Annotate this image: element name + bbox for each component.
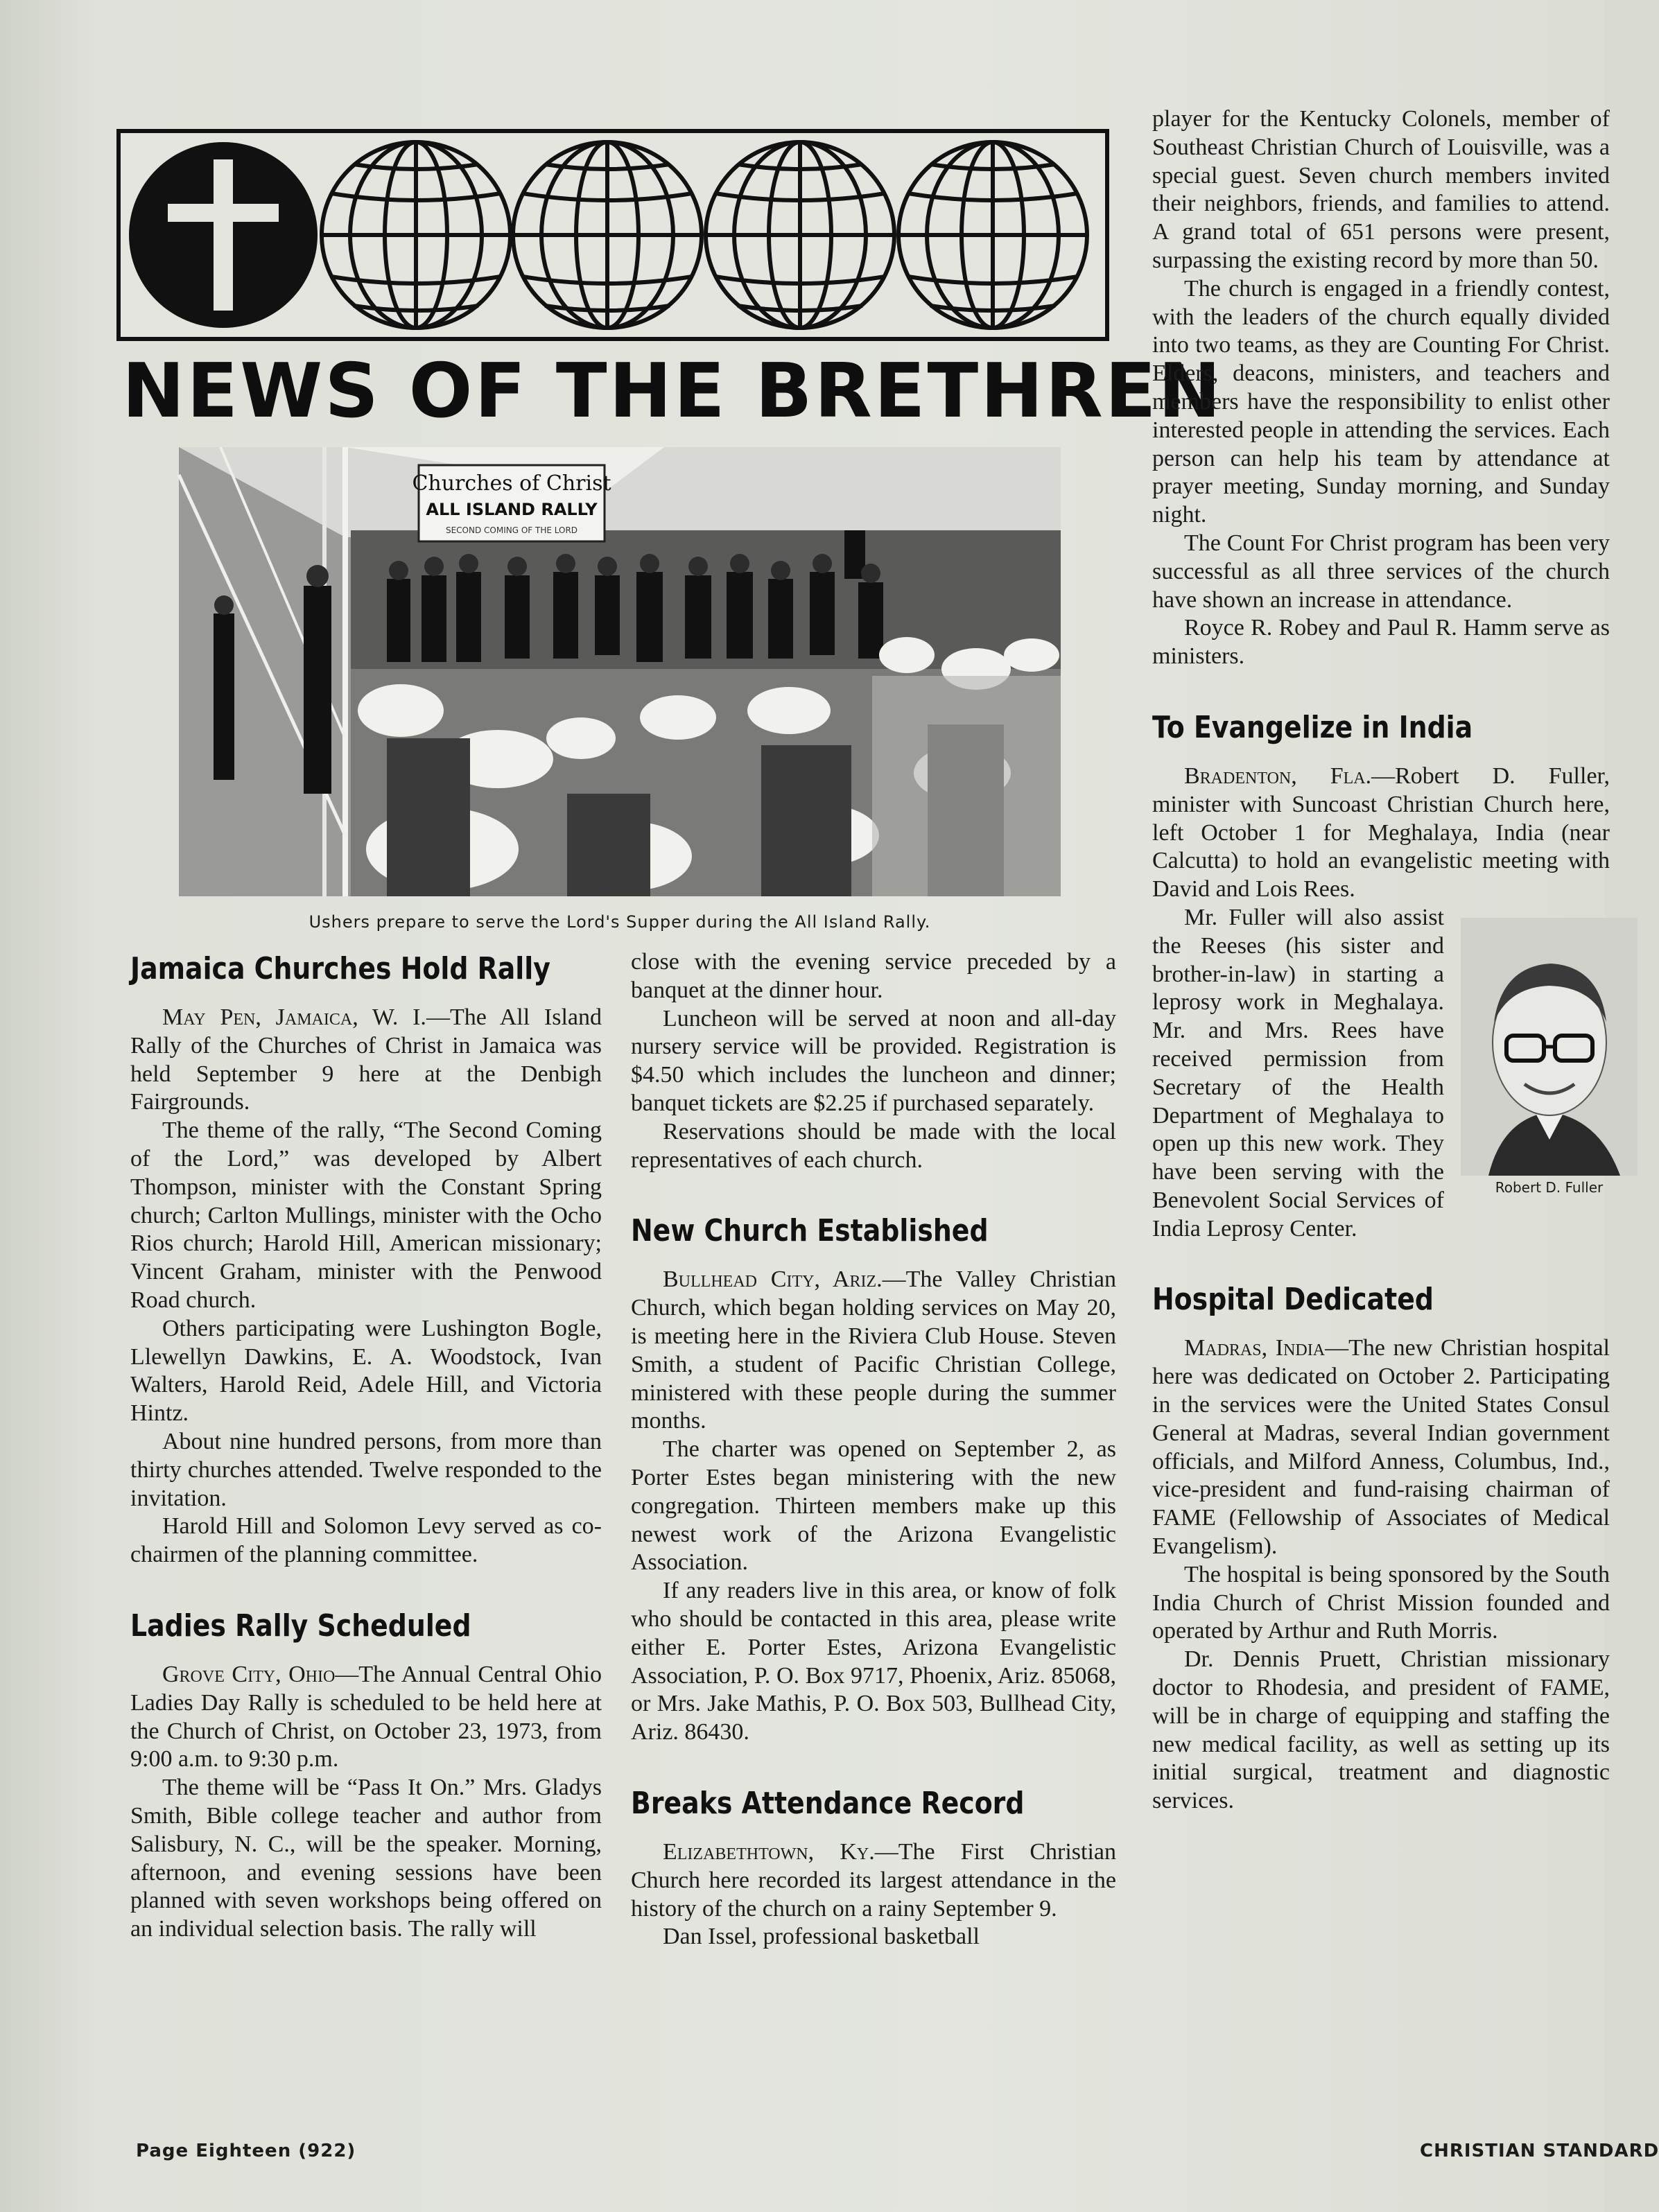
ladies-paragraph-1: Grove City, Ohio—The Annual Central Ohio Ladies Day Rally is scheduled to be held here at the Church of Christ, on October 23, 1973, from 9:00 a.m. to 9:30 p.m. xyxy=(130,1661,602,1773)
ladies-paragraph-3: close with the evening service preceded by a banquet at the dinner hour. xyxy=(631,949,1116,1003)
hospital-paragraph-3: Dr. Dennis Pruett, Christian missionary doctor to Rhodesia, and president of FAME, will be in charge of equipping and staffing the new medical facility, as well as setting up its initial surgical, treatment and diagnostic services. xyxy=(1152,1646,1610,1814)
fuller-portrait xyxy=(1461,918,1638,1195)
newchurch-headline: New Church Established xyxy=(631,1213,989,1249)
globe-row xyxy=(322,142,1087,328)
ladies-paragraph-4: Luncheon will be served at noon and all-day nursery service will be provided. Registration is $4.50 which includes the luncheon and dinner; banquet tickets are $2.25 if purchased separately. xyxy=(631,1005,1116,1116)
newchurch-paragraph-3: If any readers live in this area, or know of folk who should be contacted in this area, please write either E. Porter Estes, Arizona Evangelistic Association, P. O. Box 9717, Phoenix, Ariz. 85068, or Mrs. Jake Mathis, P. O. Box 503, Bullhead City, Ariz. 86430. xyxy=(631,1578,1116,1745)
attendance-paragraph-1: Elizabethtown, Ky.—The First Christian Church here recorded its largest attendance in the history of the church on a rainy September 9. xyxy=(631,1838,1116,1922)
page-number: Page Eighteen (922) xyxy=(136,2141,356,2161)
jamaica-paragraph-1: May Pen, Jamaica, W. I.—The All Island Rally of the Churches of Christ in Jamaica was held September 9 here at the Denbigh Fairgrounds. xyxy=(130,1004,602,1115)
publication-name: CHRISTIAN STANDARD xyxy=(1420,2141,1659,2161)
hospital-headline: Hospital Dedicated xyxy=(1152,1282,1434,1318)
ladies-paragraph-5: Reservations should be made with the local representatives of each church. xyxy=(631,1118,1116,1173)
jamaica-paragraph-4: About nine hundred persons, from more than thirty churches attended. Twelve responded to the invitation. xyxy=(130,1428,602,1511)
photo-caption: Ushers prepare to serve the Lord's Supper during the All Island Rally. xyxy=(309,912,931,932)
jamaica-paragraph-3: Others participating were Lushington Bogle, Llewellyn Dawkins, E. A. Woodstock, Ivan Walters, Harold Reid, Adele Hill, and Victoria Hintz. xyxy=(130,1315,602,1427)
attendance-paragraph-2: Dan Issel, professional basketball xyxy=(663,1924,980,1950)
jamaica-paragraph-2: The theme of the rally, “The Second Coming of the Lord,” was developed by Albert Thompson, minister with the Constant Spring church; Carlton Mullings, minister with the Ocho Rios church; Harold Hill, American missionary; Vincent Graham, minister with the Penwood Road church. xyxy=(130,1117,602,1313)
newchurch-paragraph-2: The charter was opened on September 2, as Porter Estes began ministering with the new congregation. Thirteen members make up this newest work of the Arizona Evangelistic Association. xyxy=(631,1436,1116,1576)
attendance-paragraph-3: player for the Kentucky Colonels, member of Southeast Christian Church of Louisville, was a special guest. Seven church members invited their neighbors, friends, and families to attend. A grand total of 651 persons were present, surpassing the existing record by more than 50. xyxy=(1152,106,1610,273)
jamaica-dateline: May Pen, Jamaica, W. I. xyxy=(162,1004,426,1030)
rally-photo xyxy=(179,447,1061,896)
newchurch-dateline: Bullhead City, Ariz. xyxy=(663,1266,883,1293)
sign-line-2: ALL ISLAND RALLY xyxy=(426,500,598,519)
jamaica-headline: Jamaica Churches Hold Rally xyxy=(130,951,550,986)
hospital-paragraph-1: Madras, India—The new Christian hospital here was dedicated on October 2. Participating in the services were the United States Consul General at Madras, several Indian government officials, and Milford Anness, Columbus, Ind., vice-president and fund-raising chairman of FAME (Fellowship of Associates of Medical Evangelism). xyxy=(1152,1335,1610,1560)
attendance-paragraph-5: The Count For Christ program has been very successful as all three services of the church have shown an increase in attendance. xyxy=(1152,530,1610,613)
sign-line-3: SECOND COMING OF THE LORD xyxy=(445,525,578,535)
cross-and-globes-graphic xyxy=(125,137,1101,333)
attendance-dateline: Elizabethtown, Ky. xyxy=(663,1838,875,1865)
attendance-headline: Breaks Attendance Record xyxy=(631,1785,1025,1821)
hospital-dateline: Madras, India xyxy=(1184,1335,1326,1361)
portrait-caption: Robert D. Fuller xyxy=(1495,1178,1604,1196)
ladies-dateline: Grove City, Ohio xyxy=(162,1661,336,1687)
ladies-headline: Ladies Rally Scheduled xyxy=(130,1608,471,1644)
sign-line-1: Churches of Christ xyxy=(412,471,611,496)
column-1 xyxy=(130,948,602,1944)
india-paragraph-1: Bradenton, Fla.—Robert D. Fuller, minister with Suncoast Christian Church here, left October 1 for Meghalaya, India (near Calcutta) to hold an evangelistic meeting with David and Lois Rees. xyxy=(1152,763,1610,903)
section-title: NEWS OF THE BRETHREN xyxy=(122,348,1223,435)
column-3 xyxy=(1152,105,1610,1815)
india-paragraph-2: Mr. Fuller will also assist the Reeses (his sister and brother-in-law) in starting a leprosy work in Meghalaya. Mr. and Mrs. Rees have received permission from Secretary of the Health Department of Meghalaya to open up this new work. They have been serving with the Benevolent Social Services of India Leprosy Center. xyxy=(1152,904,1444,1242)
masthead-banner xyxy=(116,129,1109,341)
india-dateline: Bradenton, Fla. xyxy=(1184,763,1372,789)
newchurch-paragraph-1: Bullhead City, Ariz.—The Valley Christian Church, which began holding services on May 20, is meeting here in the Riviera Club House. Steven Smith, a student of Pacific Christian College, ministered with these people during the summer months. xyxy=(631,1266,1116,1434)
column-2 xyxy=(631,948,1116,1951)
cross-medallion xyxy=(129,142,318,328)
india-headline: To Evangelize in India xyxy=(1152,709,1473,745)
attendance-paragraph-4: The church is engaged in a friendly contest, with the leaders of the church equally divided into two teams, as they are Counting For Christ. Elders, deacons, ministers, and teachers and members have the responsibility to enlist other interested people in attending the services. Each person can help his team by attendance at prayer meeting, Sunday morning, and Sunday night. xyxy=(1152,275,1610,528)
hospital-paragraph-2: The hospital is being sponsored by the South India Church of Christ Mission founded and operated by Arthur and Ruth Morris. xyxy=(1152,1561,1610,1644)
jamaica-paragraph-5: Harold Hill and Solomon Levy served as co-chairmen of the planning committee. xyxy=(130,1513,602,1568)
portrait-photo xyxy=(1461,918,1638,1176)
ladies-paragraph-2: The theme will be “Pass It On.” Mrs. Gladys Smith, Bible college teacher and author from Salisbury, N. C., will be the speaker. Morning, afternoon, and evening sessions have been planned with seven workshops being offered on an individual selection basis. The rally will xyxy=(130,1775,602,1942)
attendance-paragraph-6: Royce R. Robey and Paul R. Hamm serve as ministers. xyxy=(1152,615,1610,670)
